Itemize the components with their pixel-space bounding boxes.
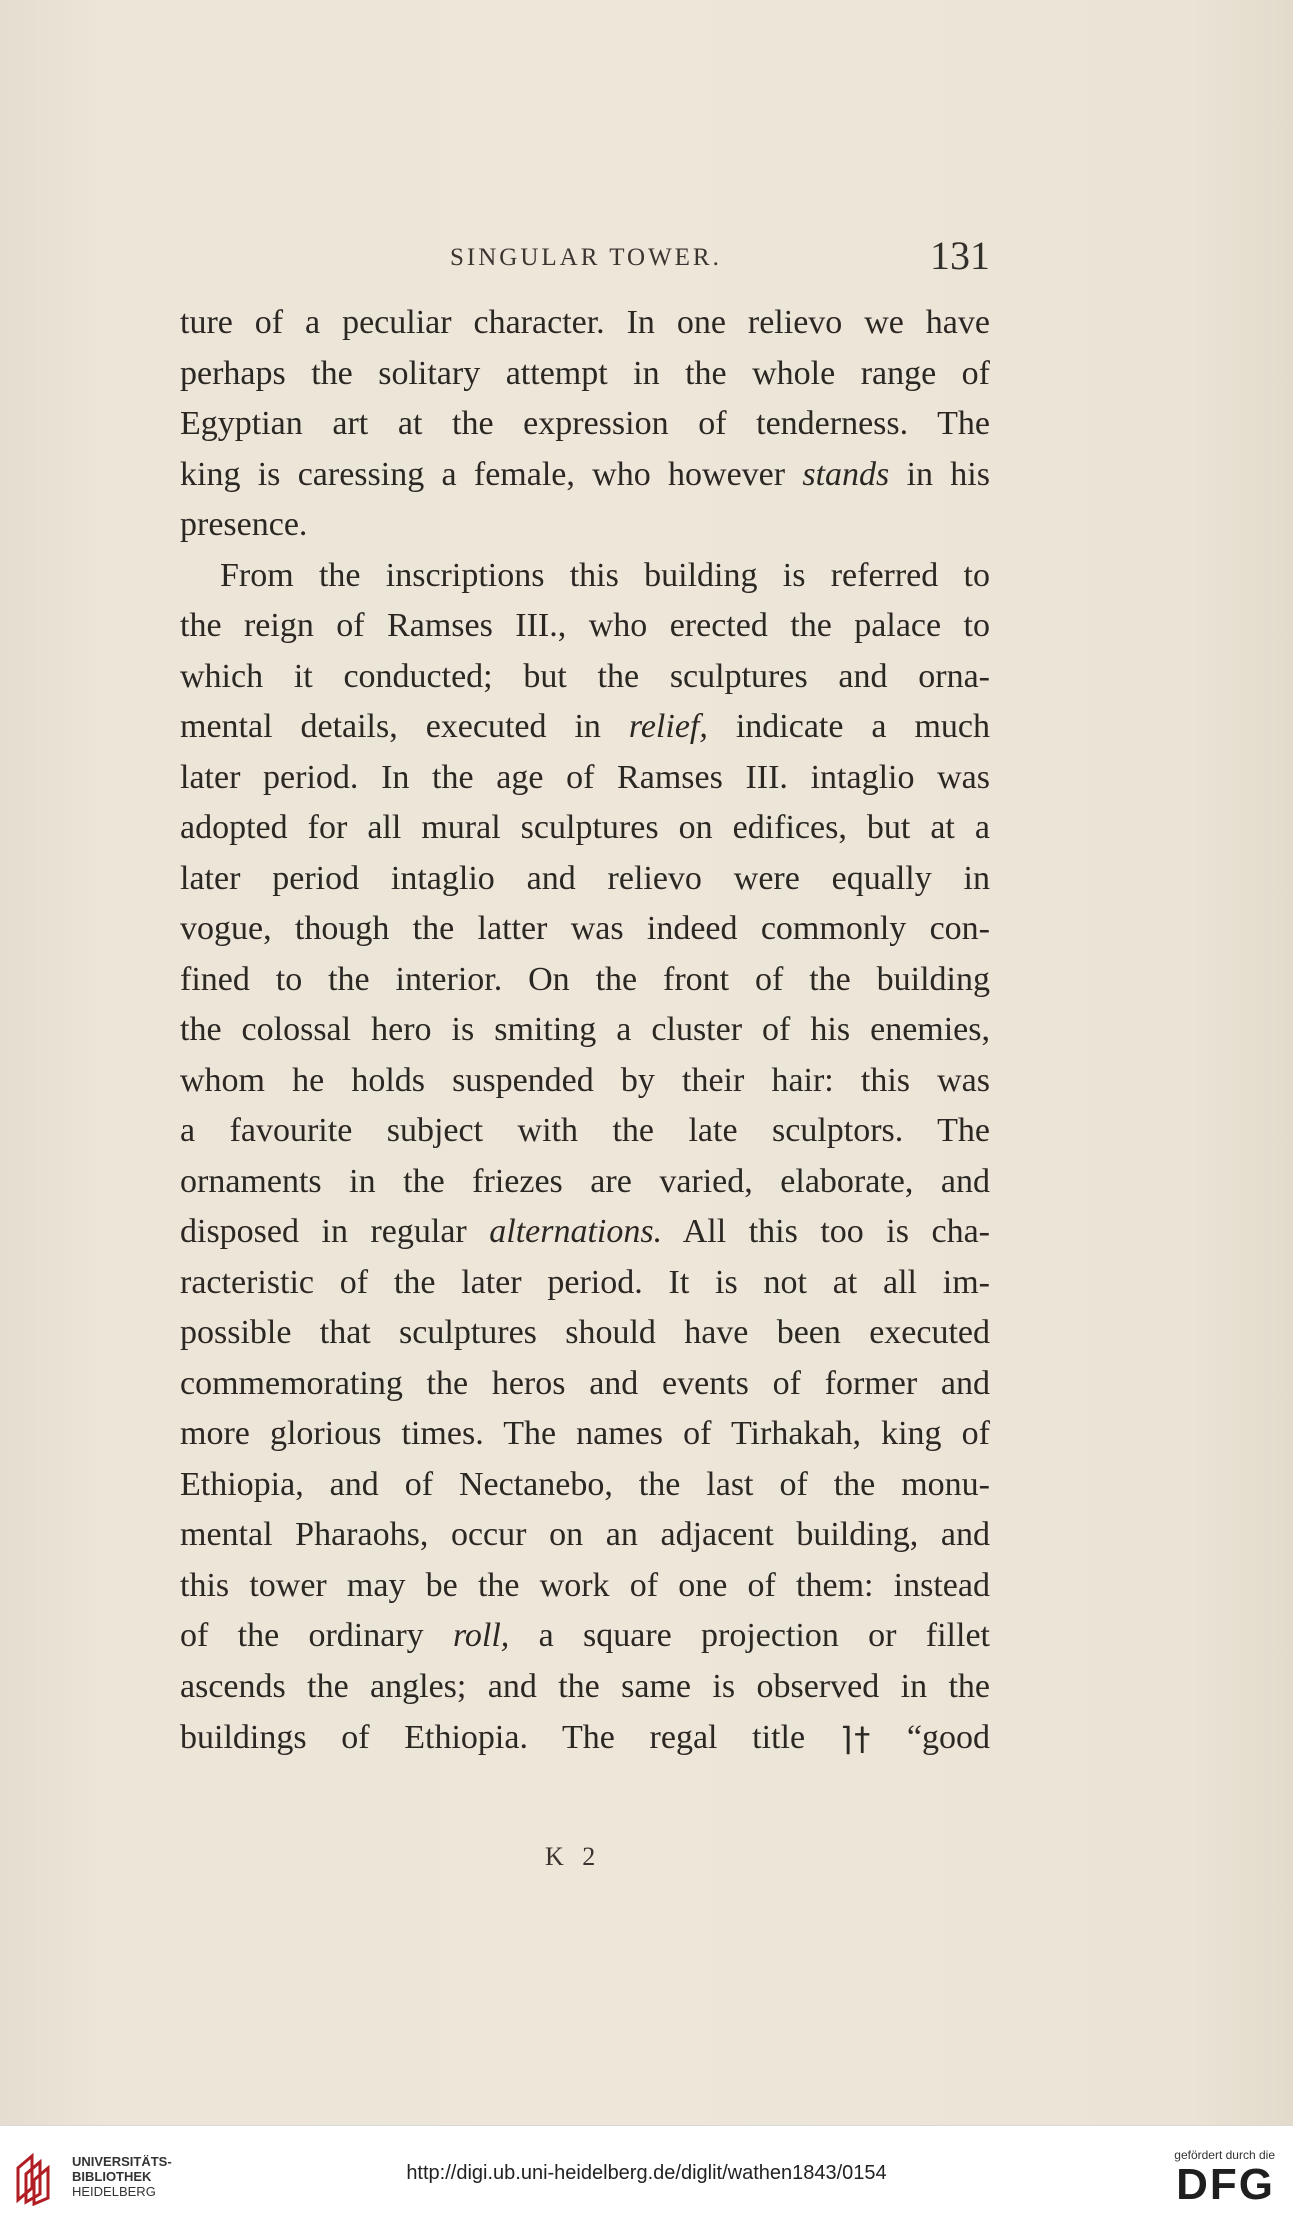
italic-word: alternations.: [489, 1213, 663, 1250]
text-line: [180, 1662, 990, 1713]
body-text: [180, 298, 990, 1763]
italic-word: stands: [802, 455, 890, 493]
text-line: [180, 1409, 990, 1460]
text-run: this tower may be the work of one of them: instead: [180, 1566, 990, 1604]
text-run: presence.: [180, 506, 308, 543]
text-run: more glorious times. The names of Tirhakah, king of: [180, 1415, 990, 1452]
permalink-url[interactable]: http://digi.ub.uni-heidelberg.de/diglit/wathen1843/0154: [406, 2162, 887, 2184]
text-run: king is caressing a female, who however: [180, 455, 803, 493]
text-run: later period. In the age of Ramses III. intaglio was: [180, 758, 990, 796]
text-line: [180, 1359, 990, 1410]
text-run: vogue, though the latter was indeed commonly con-: [180, 910, 990, 947]
viewer-footer: [0, 2125, 1293, 2228]
text-line: [180, 1106, 990, 1157]
text-run: a favourite subject with the late sculptors. The: [180, 1112, 990, 1149]
text-run: in his: [889, 455, 990, 493]
funding-notice: [1174, 2148, 1275, 2208]
text-run: the colossal hero is smiting a cluster of his enemies,: [180, 1011, 990, 1048]
text-run: adopted for all mural sculptures on edifices, but at a: [180, 809, 990, 846]
text-run: From the inscriptions this building is referred to: [220, 556, 990, 594]
text-run: disposed in regular: [180, 1213, 490, 1250]
text-run: racteristic of the later period. It is not at all im-: [180, 1263, 990, 1301]
text-line: [180, 652, 990, 703]
text-run: commemorating the heros and events of former and: [180, 1364, 990, 1402]
signature-mark: K 2: [545, 1842, 602, 1871]
text-run: “good: [872, 1719, 990, 1756]
text-line: [180, 601, 990, 652]
text-run: of the ordinary: [180, 1617, 453, 1654]
italic-word: relief,: [628, 708, 708, 745]
hieroglyph-icon: ⌉†: [839, 1720, 873, 1758]
text-line: [180, 450, 990, 501]
text-run: ornaments in the friezes are varied, elaborate, and: [180, 1162, 990, 1200]
text-run: later period intaglio and relievo were equally in: [180, 859, 990, 897]
text-line: [180, 1258, 990, 1309]
running-title: SINGULAR TOWER.: [450, 244, 722, 271]
text-line: [180, 854, 990, 905]
text-run: ascends the angles; and the same is observed in the: [180, 1667, 990, 1705]
text-line: [180, 955, 990, 1006]
library-name-line3: HEIDELBERG: [72, 2184, 156, 2199]
text-run: All this too is cha-: [662, 1213, 990, 1250]
text-line: [180, 1611, 990, 1662]
text-line: [180, 551, 990, 602]
text-line: [180, 753, 990, 804]
text-line: [180, 1157, 990, 1208]
text-run: mental Pharaohs, occur on an adjacent building, and: [180, 1516, 990, 1553]
text-line: [180, 399, 990, 450]
text-line: [180, 1207, 990, 1258]
text-run: buildings of Ethiopia. The regal title: [180, 1719, 840, 1756]
text-line: [180, 1561, 990, 1612]
text-line: [180, 1460, 990, 1511]
page-number: 131: [930, 233, 990, 278]
text-run: possible that sculptures should have been executed: [180, 1314, 990, 1351]
text-run: ture of a peculiar character. In one relievo we have: [180, 304, 990, 341]
text-line: [180, 1005, 990, 1056]
text-run: a square projection or fillet: [509, 1617, 990, 1654]
text-line: [180, 298, 990, 349]
text-line: [180, 1308, 990, 1359]
dfg-logo: DFG: [1176, 2160, 1275, 2209]
text-run: perhaps the solitary attempt in the whole range of: [180, 354, 990, 392]
text-run: indicate a much: [707, 708, 990, 745]
text-run: Ethiopia, and of Nectanebo, the last of the monu-: [180, 1465, 990, 1503]
text-line: [180, 500, 990, 551]
library-name-line2: BIBLIOTHEK: [72, 2169, 152, 2184]
text-line: [180, 1712, 990, 1763]
text-run: mental details, executed in: [180, 708, 629, 745]
text-line: [180, 1510, 990, 1561]
text-run: Egyptian art at the expression of tenderness. The: [180, 405, 990, 442]
text-line: [180, 904, 990, 955]
running-head: [180, 232, 990, 280]
text-run: the reign of Ramses III., who erected the palace to: [180, 607, 990, 644]
text-run: which it conducted; but the sculptures and orna-: [180, 657, 990, 695]
text-line: [180, 702, 990, 753]
text-line: [180, 803, 990, 854]
library-name-line1: UNIVERSITÄTS-: [72, 2154, 172, 2169]
italic-word: roll,: [452, 1617, 510, 1654]
funding-label: gefördert durch die: [1174, 2148, 1275, 2162]
text-line: [180, 349, 990, 400]
text-run: whom he holds suspended by their hair: this was: [180, 1061, 990, 1099]
text-line: [180, 1056, 990, 1107]
text-run: fined to the interior. On the front of the building: [180, 960, 990, 998]
